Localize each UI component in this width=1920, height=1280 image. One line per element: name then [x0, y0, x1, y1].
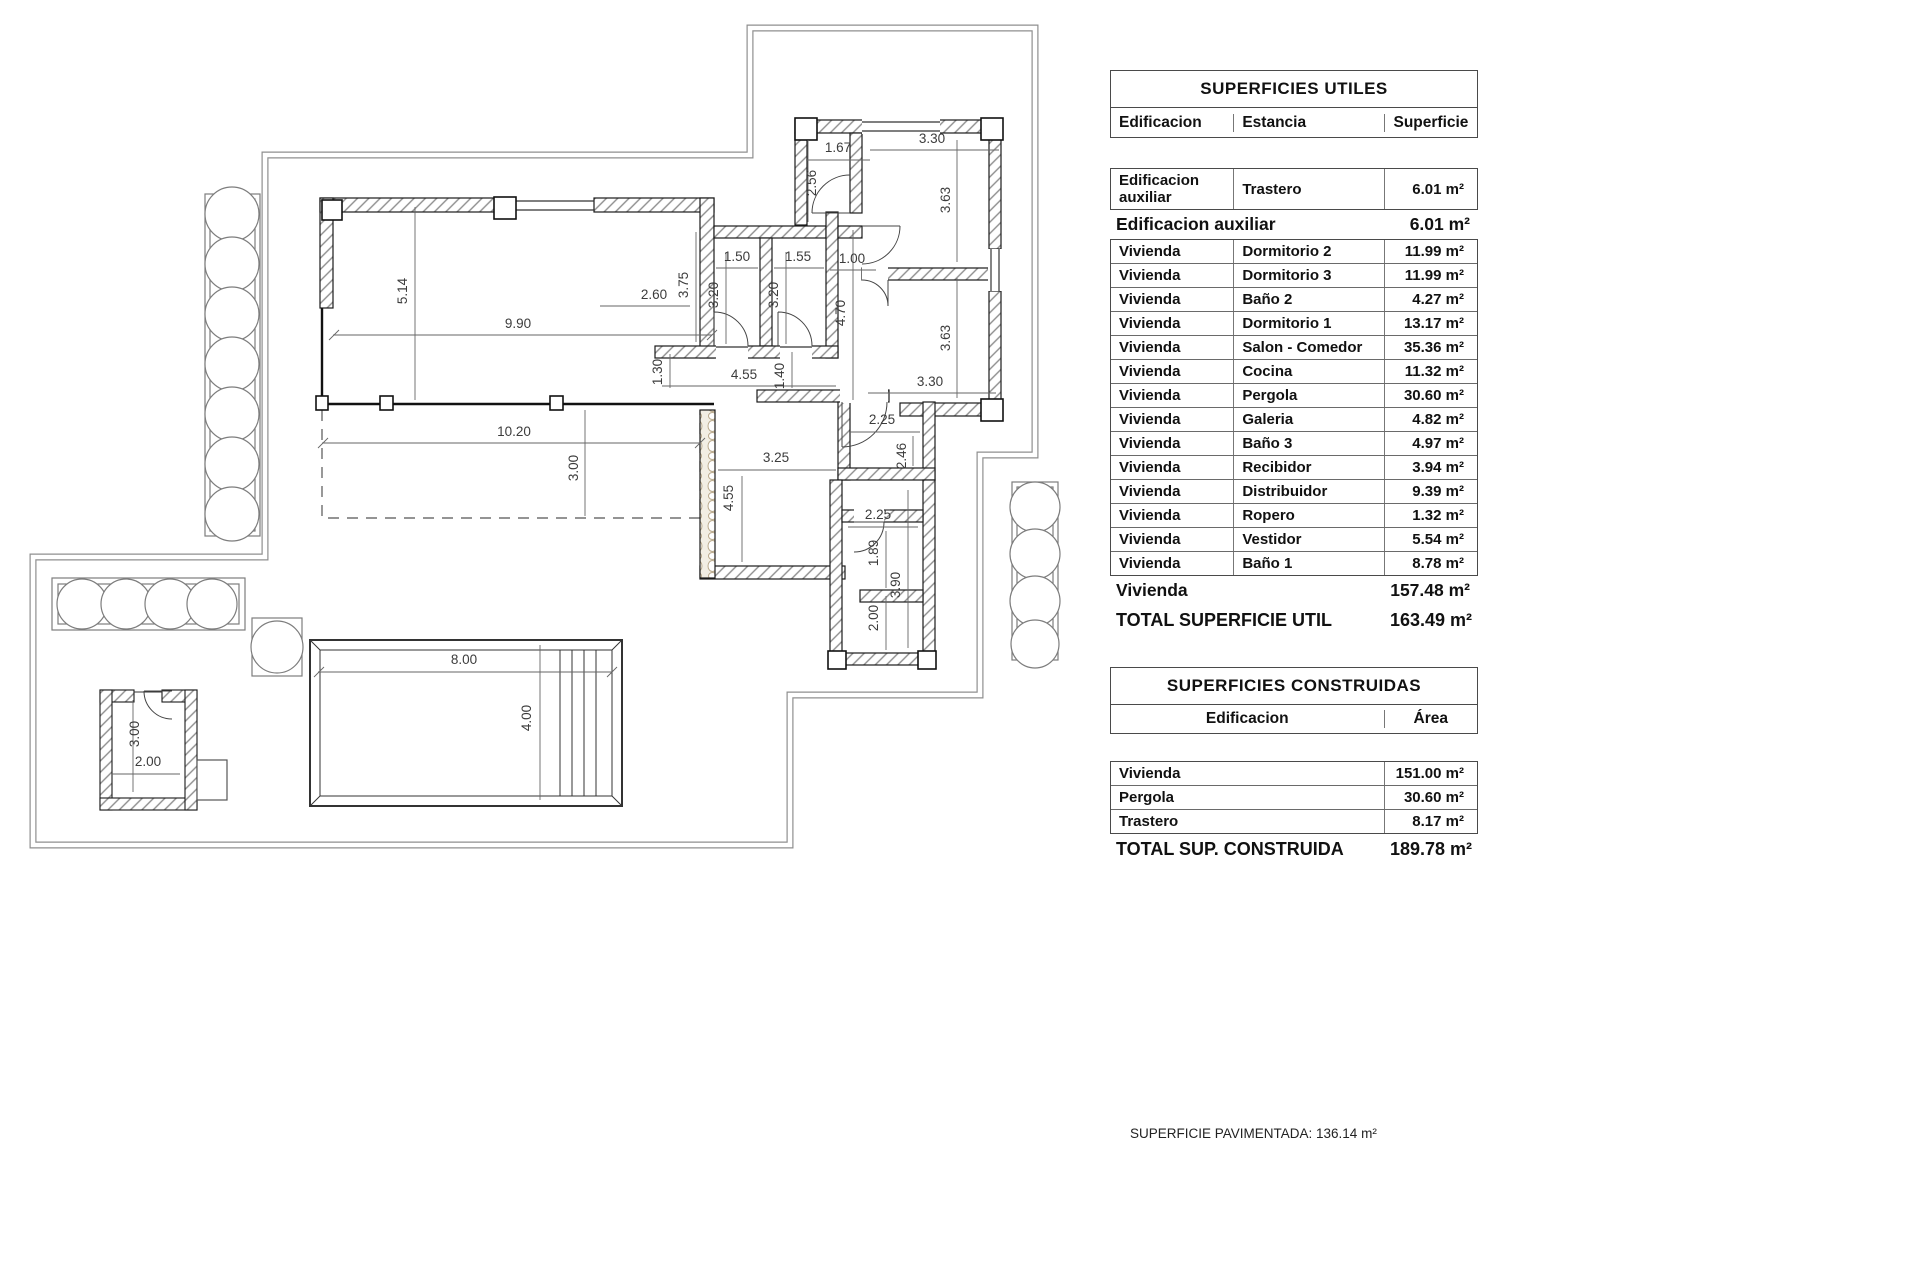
table-cell: Baño 1	[1233, 552, 1384, 575]
tree-icon	[205, 187, 259, 241]
table-cell: 30.60 m²	[1384, 786, 1477, 809]
table-body	[1110, 168, 1478, 605]
table-cell: Recibidor	[1233, 456, 1384, 479]
table-cell: Dormitorio 1	[1233, 312, 1384, 335]
tree-icon	[205, 487, 259, 541]
table-cell: Cocina	[1233, 360, 1384, 383]
dimension-label: 3.75	[676, 271, 691, 299]
table-row	[1111, 504, 1477, 528]
table-row	[1111, 384, 1477, 408]
dimension-label: 10.20	[497, 424, 531, 439]
planter-right	[1010, 482, 1060, 668]
tree-icon	[205, 237, 259, 291]
table-cell: Dormitorio 2	[1233, 240, 1384, 263]
column-header-edificacion: Edificacion	[1205, 710, 1289, 727]
dimension-label: 3.63	[938, 324, 953, 352]
table-body	[1110, 761, 1478, 834]
table-cell: 11.99 m²	[1384, 264, 1477, 287]
table-cell: 4.82 m²	[1384, 408, 1477, 431]
tree-icon	[205, 387, 259, 441]
total-sup-construida: TOTAL SUP. CONSTRUIDA 189.78 m²	[1116, 839, 1472, 859]
table-cell: Vivienda	[1119, 315, 1181, 332]
table-row-group	[1110, 239, 1478, 576]
dimension-label: 4.70	[833, 299, 848, 327]
dimension-label: 2.25	[868, 412, 896, 427]
table-cell: Vivienda	[1119, 291, 1181, 308]
table-cell: Vivienda	[1119, 531, 1181, 548]
table-cell: 11.99 m²	[1384, 240, 1477, 263]
table-row	[1111, 360, 1477, 384]
table-cell: Vivienda	[1119, 435, 1181, 452]
dimension-label: 2.00	[134, 754, 162, 769]
dimension-label: 4.00	[519, 704, 534, 732]
total-superficie-util: TOTAL SUPERFICIE UTIL 163.49 m²	[1116, 610, 1472, 630]
table-cell: Vivienda	[1119, 267, 1181, 284]
table-cell: 11.32 m²	[1384, 360, 1477, 383]
table-cell: 8.78 m²	[1384, 552, 1477, 575]
column-header-area: Área	[1384, 710, 1478, 728]
column-header-edificacion: Edificacion	[1119, 113, 1202, 131]
dimension-label: 1.50	[723, 249, 751, 264]
dimension-label: 3.00	[566, 454, 581, 482]
planter-bottom-left	[52, 578, 245, 630]
table-cell: Trastero	[1119, 813, 1179, 830]
table-row	[1111, 456, 1477, 480]
dimension-label: 3.20	[706, 281, 721, 309]
tree-icon	[57, 579, 107, 629]
dimension-label: 3.20	[766, 281, 781, 309]
table-cell: Baño 2	[1233, 288, 1384, 311]
table-cell: Salon - Comedor	[1233, 336, 1384, 359]
table-cell: Vivienda	[1119, 363, 1181, 380]
table-row	[1111, 480, 1477, 504]
dimension-label: 2.60	[640, 287, 668, 302]
table-row	[1111, 288, 1477, 312]
table-cell: 30.60 m²	[1384, 384, 1477, 407]
table-header	[1110, 667, 1478, 734]
table-cell: 13.17 m²	[1384, 312, 1477, 335]
table-cell: Vivienda	[1119, 339, 1181, 356]
dimension-label: 4.55	[730, 367, 758, 382]
column-header-superficie: Superficie	[1384, 114, 1477, 132]
surfaces-panel	[1110, 70, 1478, 862]
tree-icon	[1010, 482, 1060, 532]
subtotal-row: Vivienda 157.48 m²	[1116, 580, 1470, 600]
table-cell: Vivienda	[1119, 411, 1181, 428]
table-row	[1111, 336, 1477, 360]
tree-icon	[1010, 576, 1060, 626]
table-cell: Vivienda	[1119, 765, 1181, 782]
dimension-label: 4.55	[721, 484, 736, 512]
auxiliary-building	[100, 690, 227, 810]
table-cell: 9.39 m²	[1384, 480, 1477, 503]
table-cell: 8.17 m²	[1384, 810, 1477, 833]
dimension-label: 1.30	[650, 358, 665, 386]
dimension-label: 9.90	[504, 316, 532, 331]
tree-icon	[1010, 529, 1060, 579]
table-cell: Vivienda	[1119, 243, 1181, 260]
subtotal-row: Edificacion auxiliar 6.01 m²	[1116, 214, 1470, 234]
dimension-label: 5.14	[395, 277, 410, 305]
table-title: SUPERFICIES CONSTRUIDAS	[1111, 668, 1477, 705]
table-row	[1111, 169, 1477, 209]
table-cell: 6.01 m²	[1384, 169, 1477, 209]
dimension-label: 1.55	[784, 249, 812, 264]
tree-icon	[205, 287, 259, 341]
tree-icon	[101, 579, 151, 629]
stone-wall	[700, 410, 715, 578]
tree-icon	[1011, 620, 1059, 668]
table-row	[1111, 432, 1477, 456]
table-row	[1111, 240, 1477, 264]
table-row	[1111, 762, 1477, 786]
table-cell: Pergola	[1233, 384, 1384, 407]
dimension-label: 2.00	[866, 604, 881, 632]
table-cell: 151.00 m²	[1384, 762, 1477, 785]
dimension-label: 3.00	[127, 720, 142, 748]
table-row	[1111, 552, 1477, 575]
table-cell: 35.36 m²	[1384, 336, 1477, 359]
table-row	[1111, 312, 1477, 336]
paved-surface-footnote: SUPERFICIE PAVIMENTADA: 136.14 m²	[1130, 1126, 1377, 1141]
table-cell: Baño 3	[1233, 432, 1384, 455]
table-title: SUPERFICIES UTILES	[1111, 71, 1477, 108]
table-row	[1111, 528, 1477, 552]
table-row-group	[1110, 168, 1478, 210]
table-cell: Vivienda	[1119, 555, 1181, 572]
tree-icon	[205, 437, 259, 491]
table-cell: 4.97 m²	[1384, 432, 1477, 455]
table-header	[1110, 70, 1478, 138]
dimension-label: 2.25	[864, 507, 892, 522]
table-cell: 5.54 m²	[1384, 528, 1477, 551]
table-row	[1111, 408, 1477, 432]
table-cell: Distribuidor	[1233, 480, 1384, 503]
table-row	[1111, 264, 1477, 288]
table-cell: Vestidor	[1233, 528, 1384, 551]
table-superficies-utiles	[1110, 70, 1478, 633]
table-row	[1111, 810, 1477, 833]
dimension-label: 2.56	[804, 169, 819, 197]
table-cell: 3.94 m²	[1384, 456, 1477, 479]
column-header-estancia: Estancia	[1233, 114, 1384, 132]
dimension-label: 3.25	[762, 450, 790, 465]
dimension-label: 1.89	[866, 539, 881, 567]
dimension-label: 8.00	[450, 652, 478, 667]
table-cell: Pergola	[1119, 789, 1175, 806]
table-cell: Vivienda	[1119, 387, 1181, 404]
table-cell: 4.27 m²	[1384, 288, 1477, 311]
dimension-label: 1.40	[772, 362, 787, 390]
tree-icon	[251, 621, 303, 673]
dimension-label: 3.30	[918, 131, 946, 146]
table-row	[1111, 786, 1477, 810]
tree-icon	[187, 579, 237, 629]
table-cell: Vivienda	[1119, 459, 1181, 476]
dimension-label: 1.67	[824, 140, 852, 155]
dimension-label: 3.30	[916, 374, 944, 389]
table-cell: Galeria	[1233, 408, 1384, 431]
table-cell: Vivienda	[1119, 483, 1181, 500]
table-cell: Trastero	[1233, 169, 1384, 209]
table-cell: 1.32 m²	[1384, 504, 1477, 527]
table-cell: Edificacion auxiliar	[1119, 172, 1200, 206]
table-superficies-construidas	[1110, 667, 1478, 862]
table-cell: Vivienda	[1119, 507, 1181, 524]
dimension-label: 3.63	[938, 186, 953, 214]
dimension-label: 1.00	[838, 251, 866, 266]
dimension-label: 3.90	[888, 571, 903, 599]
dimension-label: 2.46	[894, 442, 909, 470]
tree-icon	[205, 337, 259, 391]
table-cell: Ropero	[1233, 504, 1384, 527]
table-cell: Dormitorio 3	[1233, 264, 1384, 287]
